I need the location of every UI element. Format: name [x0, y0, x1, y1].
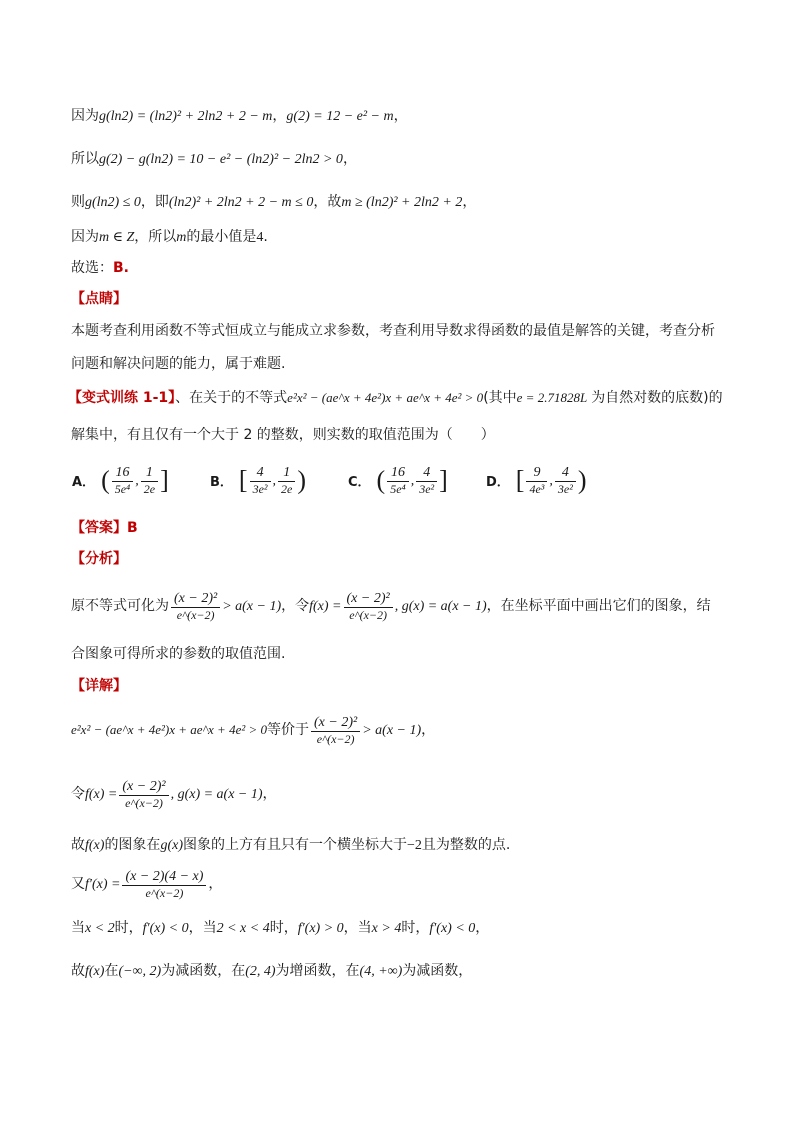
exercise-statement-line-2: 解集中，有且仅有一个大于 2 的整数，则实数的取值范围为（ ） [71, 427, 495, 443]
step-line-minimum: 因为m ∈ Z，所以m的最小值是4. [71, 229, 268, 245]
answer-value: B [127, 520, 138, 536]
option-c: C． ( $\frac{16}{\text{5e⁴}}$ , $\frac{4}{\text{3e²}}$ ] [348, 465, 448, 496]
option-a: A． ( $\frac{16}{\text{5e⁴}}$ , $\frac{1}{2e}$ ] [72, 465, 169, 496]
analysis-line-1: 原不等式可化为 $\frac{\text{(x − 2)²}}{e\^{}(x-2)}$ > a(x − 1)，令f(x) = $\frac{\text{(x − 2)²}}{e\^{}(x-2)}$ , g(x) = a(x − 1)，在坐标平面中画出它们的图象，结 [71, 590, 711, 622]
detail-line-definitions: 令f(x) = $\frac{\text{(x − 2)²}}{e\^{}(x-2)}$ , g(x) = a(x − 1)， [71, 778, 277, 810]
option-b: B． [ $\frac{4}{\text{3e²}}$ , $\frac{1}{2e}$ ) [210, 465, 307, 496]
chosen-answer: B. [113, 260, 129, 276]
section-heading-dianjing: 【点睛】 [71, 291, 127, 307]
detail-line-graph-condition: 故f(x)的图象在g(x)图象的上方有且只有一个横坐标大于−2且为整数的点. [71, 837, 511, 853]
step-line-g-values: 因为g(ln2) = (ln2)² + 2ln2 + 2 − m，g(2) = 12 − e² − m， [71, 108, 408, 124]
comment-line-2: 问题和解决问题的能力，属于难题. [71, 356, 286, 372]
section-heading-analysis: 【分析】 [71, 551, 127, 567]
analysis-line-2: 合图象可得所求的参数的取值范围. [71, 646, 286, 662]
section-heading-details: 【详解】 [71, 678, 127, 694]
detail-line-sign-analysis: 当x < 2时，f′(x) < 0，当2 < x < 4时，f′(x) > 0，当x > 4时，f′(x) < 0， [71, 920, 490, 936]
comment-line-1: 本题考查利用函数不等式恒成立与能成立求参数，考查利用导数求得函数的最值是解答的关键，考查分析 [71, 323, 715, 339]
formula-g-2: g(2) = 12 − e² − m [286, 109, 394, 124]
detail-line-monotonicity: 故f(x)在(−∞, 2)为减函数，在(2, 4)为增函数，在(4, +∞)为减函数， [71, 963, 473, 979]
step-line-condition: 则g(ln2) ≤ 0，即(ln2)² + 2ln2 + 2 − m ≤ 0，故m ≥ (ln2)² + 2ln2 + 2， [71, 194, 477, 210]
answer-line: 【答案】B [71, 520, 138, 536]
exercise-tag: 【变式训练 1-1】 [68, 390, 176, 406]
detail-line-derivative: 又f′(x) = $\frac{(x - 2)(4 - x)}{e\^{}(x-2)}$ ， [71, 868, 223, 900]
answer-choice-line: 故选：B. [71, 260, 129, 276]
formula-difference: g(2) − g(ln2) = 10 − e² − (ln2)² − 2ln2 > 0 [99, 152, 343, 167]
option-d: D． [ $\frac{9}{\text{4e³}}$ , $\frac{4}{\text{3e²}}$ ) [486, 465, 587, 496]
formula-g-ln2: g(ln2) = (ln2)² + 2ln2 + 2 − m [99, 109, 273, 124]
exercise-inequality: e²x² − (ae^x + 4e²)x + ae^x + 4e² > 0 [287, 390, 484, 405]
step-line-difference: 所以g(2) − g(ln2) = 10 − e² − (ln2)² − 2ln2 > 0， [71, 151, 357, 167]
exercise-statement-line-1: 【变式训练 1-1】、在关于的不等式e²x² − (ae^x + 4e²)x + ae^x + 4e² > 0(其中e = 2.71828L 为自然对数的底数)的 [68, 390, 723, 406]
detail-line-equivalence: e²x² − (ae^x + 4e²)x + ae^x + 4e² > 0等价于 $\frac{\text{(x − 2)²}}{e\^{}(x-2)}$ > a(x − 1)， [71, 714, 436, 746]
